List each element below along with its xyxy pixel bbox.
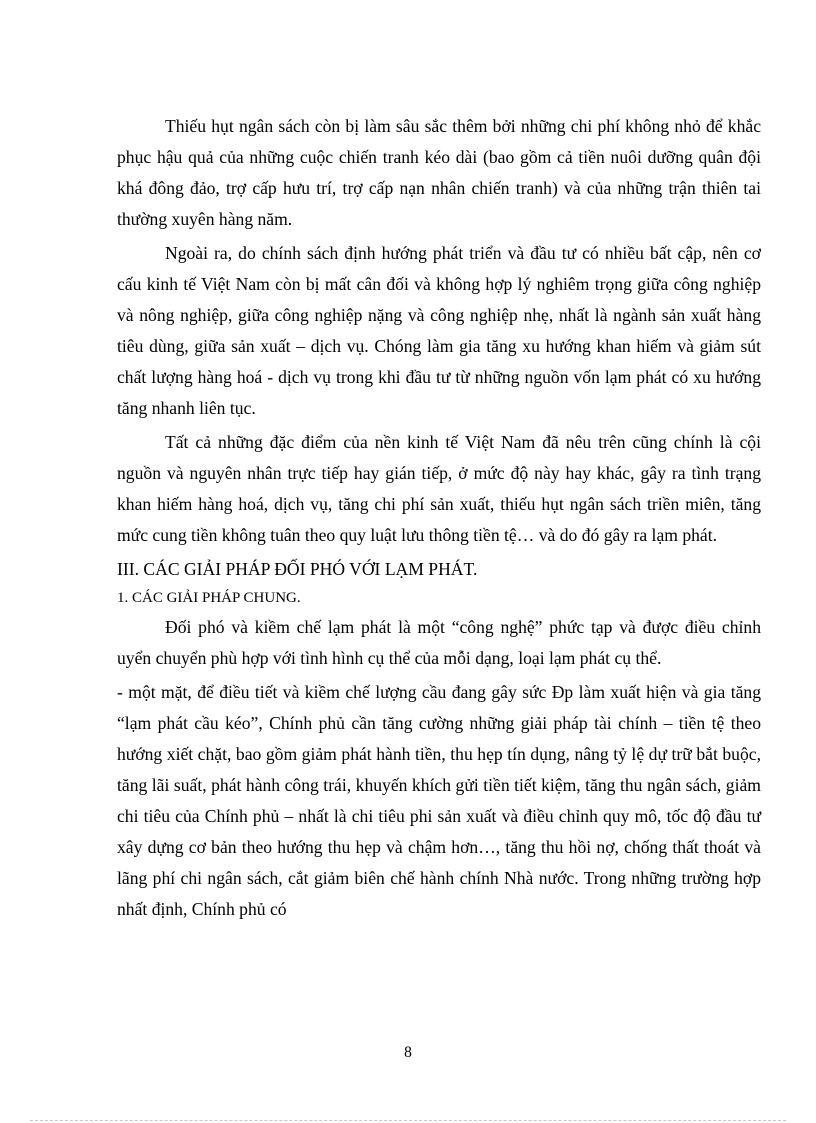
paragraph-causes-summary: Tất cả những đặc điểm của nền kinh tế Việt Nam đã nêu trên cũng chính là cội nguồn và nguyên nhân trực tiếp hay gián tiếp, ở mức độ này hay khác, gây ra tình trạng khan hiếm hàng hoá, dịch vụ, tăng chi phí sản xuất, thiếu hụt ngân sách triền miên, tăng mức cung tiền không tuân theo quy luật lưu thông tiền tệ… và do đó gây ra lạm phát.: [117, 432, 761, 545]
paragraph-economic-structure: Ngoài ra, do chính sách định hướng phát triển và đầu tư có nhiều bất cập, nên cơ cấu kinh tế Việt Nam còn bị mất cân đối và không hợp lý nghiêm trọng giữa công nghiệp và nông nghiệp, giữa công nghiệp nặng và công nghiệp nhẹ, nhất là ngành sản xuất hàng tiêu dùng, giữa sản xuất – dịch vụ. Chóng làm gia tăng xu hướng khan hiếm và giảm sút chất lượng hàng hoá - dịch vụ trong khi đầu tư từ những nguồn vốn lạm phát có xu hướng tăng nhanh liên tục.: [117, 243, 761, 418]
section-heading: III. CÁC GIẢI PHÁP ĐỐI PHÓ VỚI LẠM PHÁT.: [117, 559, 478, 579]
paragraph-measures: - một mặt, để điều tiết và kiềm chế lượng cầu đang gây sức Đp làm xuất hiện và gia tăng “lạm phát cầu kéo”, Chính phủ cần tăng cường những giải pháp tài chính – tiền tệ theo hướng xiết chặt, bao gồm giảm phát hành tiền, thu hẹp tín dụng, nâng tỷ lệ dự trữ bắt buộc, tăng lãi suất, phát hành công trái, khuyến khích gửi tiền tiết kiệm, tăng thu ngân sách, giảm chi tiêu của Chính phủ – nhất là chi tiêu phi sản xuất và điều chỉnh quy mô, tốc độ đầu tư xây dựng cơ bản theo hướng thu hẹp và chậm hơn…, tăng thu hồi nợ, chống thất thoát và lãng phí chi ngân sách, cắt giảm biên chế hành chính Nhà nước. Trong những trường hợp nhất định, Chính phủ có: [117, 682, 761, 919]
subsection-heading: 1. CÁC GIẢI PHÁP CHUNG.: [117, 590, 301, 606]
page-bottom-divider: [30, 1120, 786, 1121]
page-number: 8: [404, 1044, 412, 1061]
paragraph-intro: Đối phó và kiềm chế lạm phát là một “công nghệ” phức tạp và được điều chỉnh uyển chuyển phù hợp với tình hình cụ thể của mỗi dạng, loại lạm phát cụ thể.: [117, 617, 761, 668]
page-body: [117, 111, 761, 928]
paragraph-budget-deficit: Thiếu hụt ngân sách còn bị làm sâu sắc thêm bởi những chi phí không nhỏ để khắc phục hậu quả của những cuộc chiến tranh kéo dài (bao gồm cả tiền nuôi dưỡng quân đội khá đông đảo, trợ cấp hưu trí, trợ cấp nạn nhân chiến tranh) và của những trận thiên tai thường xuyên hàng năm.: [117, 116, 761, 229]
